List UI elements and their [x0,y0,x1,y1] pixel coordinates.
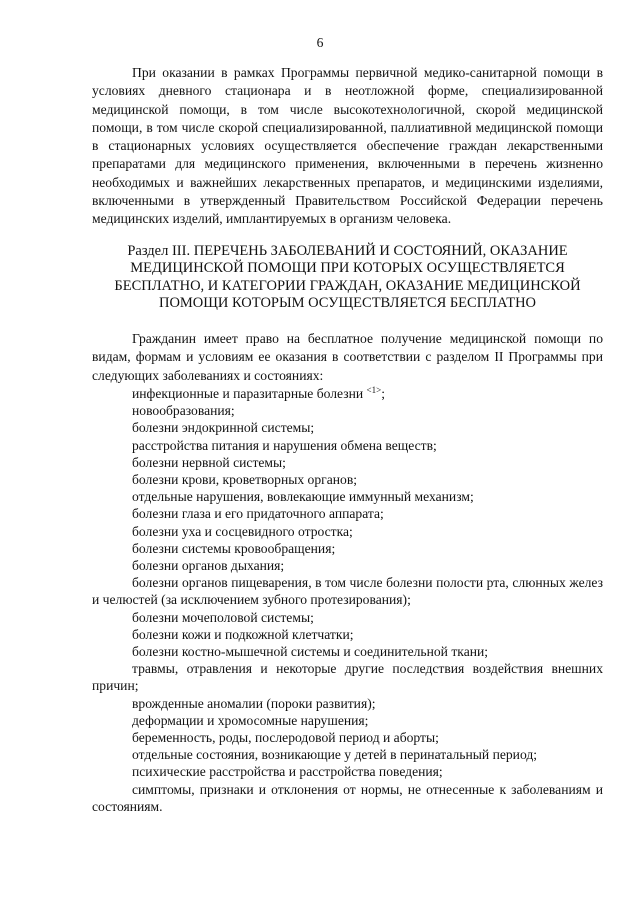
list-item: симптомы, признаки и отклонения от нормы, не отнесенные к заболеваниям и состояниям. [92,781,603,814]
conditions-list [92,385,603,815]
list-item: болезни органов дыхания; [132,557,285,573]
list-item: болезни нервной системы; [132,454,286,470]
page-number: 6 [316,35,324,50]
list-item: отдельные состояния, возникающие у детей в перинатальный период; [132,747,538,763]
list-item: отдельные нарушения, вовлекающие иммунный механизм; [132,489,474,505]
list-item: новообразования; [132,403,235,419]
list-item: врожденные аномалии (пороки развития); [132,695,376,711]
list-item: болезни кожи и подкожной клетчатки; [132,626,354,642]
section-heading-line: ПОМОЩИ КОТОРЫМ ОСУЩЕСТВЛЯЕТСЯ БЕСПЛАТНО [158,295,537,312]
list-item-text: ; [381,385,385,401]
section-heading [92,243,603,313]
list-item: травмы, отравления и некоторые другие последствия воздействия внешних причин; [92,661,603,694]
paragraph-citizen-right: Гражданин имеет право на бесплатное получение медицинской помощи по видам, формам и условиям ее оказания в соответствии с разделом II Программы при следующих заболеваниях и состояниях: [92,331,603,383]
list-item: болезни уха и сосцевидного отростка; [132,523,353,539]
list-item: болезни глаза и его придаточного аппарата; [132,506,384,522]
list-item: болезни эндокринной системы; [132,420,315,436]
list-item: беременность, роды, послеродовой период и аборты; [132,730,439,745]
list-item: болезни крови, кроветворных органов; [132,471,358,487]
paragraph-drug-provision: При оказании в рамках Программы первичной медико-санитарной помощи в условиях дневного стационара и в неотложной форме, специализированной медицинской помощи, в том числе высокотехнологичной, скорой медицинской помощи, в том числе скорой специализированной, паллиативной медицинской помощи в стационарных условиях осуществляется обеспечение граждан лекарственными препаратами для медицинского применения, включенными в перечень жизненно необходимых и важнейших лекарственных препаратов, и медицинскими изделиями, включенными в утвержденный Правительством Российской Федерации перечень медицинских изделий, имплантируемых в организм человека. [92,65,603,227]
section-heading-line: Раздел III. ПЕРЕЧЕНЬ ЗАБОЛЕВАНИЙ И СОСТОЯНИЙ, ОКАЗАНИЕ [127,242,568,259]
list-item-text: инфекционные и паразитарные болезни [132,385,364,401]
list-item: расстройства питания и нарушения обмена веществ; [132,437,437,453]
list-item: психические расстройства и расстройства поведения; [132,764,443,780]
document-body [92,64,603,815]
list-item [92,385,603,402]
list-item: болезни мочеполовой системы; [132,609,314,625]
section-heading-line: МЕДИЦИНСКОЙ ПОМОЩИ ПРИ КОТОРЫХ ОСУЩЕСТВЛЯЕТСЯ [130,260,565,277]
list-item: деформации и хромосомные нарушения; [132,712,369,728]
section-heading-line: БЕСПЛАТНО, И КАТЕГОРИИ ГРАЖДАН, ОКАЗАНИЕ МЕДИЦИНСКОЙ [114,277,581,294]
footnote-reference: <1> [366,384,382,395]
list-item: болезни системы кровообращения; [132,540,336,556]
list-item: болезни органов пищеварения, в том числе болезни полости рта, слюнных желез и челюстей (за исключением зубного протезирования); [92,575,603,608]
list-item: болезни костно-мышечной системы и соединительной ткани; [132,643,489,659]
